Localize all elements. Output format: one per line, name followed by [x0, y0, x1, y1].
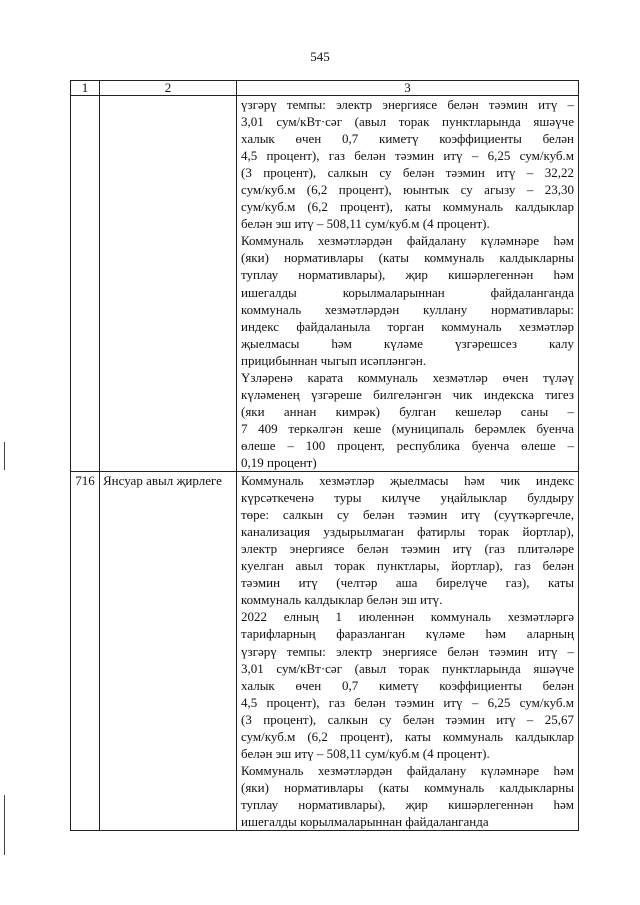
text-line: сум/куб.м (6,2 процент), каты коммуналь калдыклар — [241, 728, 574, 744]
text-line: тарифларның фаразланган күләме һәм аларның — [241, 626, 574, 642]
text-line: прицибыннан чыгып исәпләнгән. — [241, 352, 427, 368]
text-line: (яки) нормативлары (каты коммуналь калдыкларны — [241, 250, 574, 266]
text-line: күләменең үзгәреше билгеләнгән чик индекска тигез — [241, 386, 574, 402]
row-description — [237, 472, 579, 831]
paragraph — [241, 762, 574, 830]
text-line: ишегалды корылмаларыннан файдаланганда — [241, 813, 489, 829]
table-row — [71, 472, 579, 831]
text-line: җыелмасы һәм күләме үзгәрешсез калу — [241, 335, 574, 351]
text-line: 3,01 сум/кВт·сәг (авыл торак пунктларында яшәүче — [241, 660, 574, 676]
paragraph — [241, 96, 574, 232]
margin-mark — [4, 442, 5, 470]
text-line: тәэмин итү (челтәр аша бирелүче газ), каты — [241, 575, 574, 591]
text-line: төре: салкын су белән тәэмин итү (суүткәргечле, — [241, 507, 574, 523]
text-line: халык өчен 0,7 киметү коэффициенты белән — [241, 131, 574, 147]
table-header-row — [71, 81, 579, 96]
row-description — [237, 96, 579, 472]
settlement-name — [100, 96, 237, 472]
margin-mark — [4, 795, 5, 855]
text-line: 3,01 сум/кВт·сәг (авыл торак пунктларында яшәүче — [241, 114, 574, 130]
text-line: белән эш итү – 508,11 сум/куб.м (4 процент). — [241, 216, 490, 232]
text-line: (яки аннан кимрәк) булган кешеләр саны – — [241, 403, 574, 419]
text-line: Коммуналь хезмәтләрдән файдалану күләмнәре һәм — [241, 233, 574, 249]
text-line: канализация уздырылмаган фатирлы торак йортлар), — [241, 524, 574, 540]
text-line: 7 409 теркәлгән кеше (муниципаль берәмлек буенча — [241, 420, 574, 436]
text-line: 0,19 процент) — [241, 454, 317, 470]
text-line: коммуналь калдыклар белән эш итү. — [241, 592, 443, 608]
text-line: Коммуналь хезмәтләрдән файдалану күләмнәре һәм — [241, 762, 574, 778]
text-line: күрсәткеченә туры килүче уңайлыклар булдыру — [241, 490, 574, 506]
header-col-3: 3 — [237, 81, 579, 96]
text-line: (3 процент), салкын су белән тәэмин итү – 32,22 — [241, 165, 574, 181]
text-line: үзгәрү темпы: электр энергиясе белән тәэмин итү – — [241, 97, 574, 112]
text-line: 2022 елның 1 июленнән коммуналь хезмәтләргә — [241, 609, 574, 625]
table-row — [71, 96, 579, 472]
page-number: 545 — [310, 49, 330, 64]
text-line: 4,5 процент), газ белән тәэмин итү – 6,25 сум/куб.м — [241, 148, 574, 164]
text-line: электр энергиясе белән тәэмин итү (газ плитәләре — [241, 541, 574, 557]
text-line: (яки) нормативлары (каты коммуналь калдыкларны — [241, 779, 574, 795]
text-line: коммуналь хезмәтләрдән куллану нормативлары: — [241, 301, 574, 317]
settlement-name: Янсуар авыл җирлеге — [100, 472, 237, 831]
text-line: индекс файдаланыла торган коммуналь хезмәтләр — [241, 318, 574, 334]
text-line: (3 процент), салкын су белән тәэмин итү – 25,67 — [241, 711, 574, 727]
document-table — [70, 80, 579, 831]
text-line: 4,5 процент), газ белән тәэмин итү – 6,25 сум/куб.м — [241, 694, 574, 710]
row-number — [71, 96, 100, 472]
header-col-1: 1 — [71, 81, 100, 96]
paragraph — [241, 232, 574, 368]
text-line: Үзләренә карата коммуналь хезмәтләр өчен түләү — [241, 369, 574, 385]
text-line: куелган авыл торак пунктлары, йортлар), газ белән — [241, 558, 574, 574]
header-col-2: 2 — [100, 81, 237, 96]
paragraph — [241, 369, 574, 471]
text-line: ишегалды корылмаларыннан файдаланганда — [241, 284, 574, 300]
text-line: туплау нормативлары), җир кишәрлегеннән һәм — [241, 267, 574, 283]
text-line: сум/куб.м (6,2 процент), юынтык су агызу – 23,30 — [241, 182, 574, 198]
paragraph — [241, 608, 574, 761]
text-line: үзгәрү темпы: электр энергиясе белән тәэмин итү – — [241, 643, 574, 659]
text-line: өлеше – 100 процент, республика буенча өлеше – — [241, 437, 574, 453]
paragraph — [241, 472, 574, 608]
text-line: сум/куб.м (6,2 процент), каты коммуналь калдыклар — [241, 199, 574, 215]
text-line: халык өчен 0,7 киметү коэффициенты белән — [241, 677, 574, 693]
text-line: туплау нормативлары), җир кишәрлегеннән һәм — [241, 796, 574, 812]
row-number: 716 — [71, 472, 100, 831]
text-line: белән эш итү – 508,11 сум/куб.м (4 процент). — [241, 745, 490, 761]
text-line: Коммуналь хезмәтләр җыелмасы һәм чик индекс — [241, 473, 574, 489]
